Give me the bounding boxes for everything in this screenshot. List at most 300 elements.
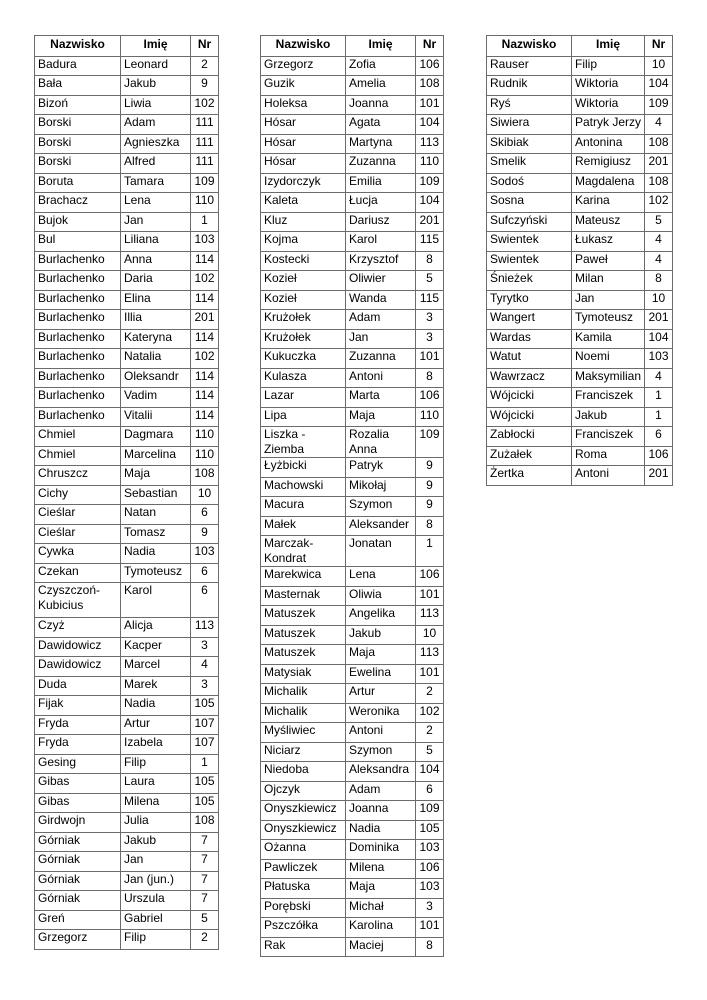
surname-cell: Brachacz [35, 193, 121, 213]
table-row [261, 76, 444, 96]
header-nr: Nr [416, 36, 444, 57]
table-row [35, 813, 219, 833]
table-row [35, 505, 219, 525]
surname-cell: Sosna [487, 193, 572, 213]
first-name-cell: Daria [121, 271, 191, 291]
surname-cell: Smelik [487, 154, 572, 174]
table-row [487, 329, 673, 349]
surname-cell: Matuszek [261, 625, 346, 645]
first-name-cell: Paweł [572, 251, 645, 271]
surname-cell: Cieślar [35, 524, 121, 544]
table-row [261, 918, 444, 938]
nr-cell: 1 [645, 388, 673, 408]
surname-cell: Tyrytko [487, 290, 572, 310]
nr-cell: 111 [191, 115, 219, 135]
table-row [261, 879, 444, 899]
table-row [487, 466, 673, 486]
table-row [261, 95, 444, 115]
table-row [35, 583, 219, 618]
surname-cell: Marczak-Kondrat [261, 536, 346, 567]
nr-cell: 103 [191, 232, 219, 252]
nr-cell: 102 [416, 703, 444, 723]
surname-cell: Macura [261, 497, 346, 517]
nr-cell: 6 [191, 505, 219, 525]
table-row [487, 271, 673, 291]
nr-cell: 110 [416, 407, 444, 427]
surname-cell: Guzik [261, 76, 346, 96]
surname-cell: Fryda [35, 715, 121, 735]
table-row [487, 407, 673, 427]
table-row [35, 485, 219, 505]
nr-cell: 114 [191, 290, 219, 310]
surname-cell: Grzegorz [261, 56, 346, 76]
nr-cell: 108 [645, 173, 673, 193]
table-row [35, 427, 219, 447]
first-name-cell: Jan [121, 212, 191, 232]
table-row [261, 56, 444, 76]
first-name-cell: Jan [346, 329, 416, 349]
table-row [261, 173, 444, 193]
table-row [261, 310, 444, 330]
table-row [261, 497, 444, 517]
nr-cell: 6 [191, 563, 219, 583]
nr-cell: 5 [645, 212, 673, 232]
first-name-cell: Lena [346, 567, 416, 587]
first-name-cell: Antoni [346, 723, 416, 743]
roster-table-1 [34, 35, 219, 950]
header-row [487, 36, 673, 57]
table-row [35, 637, 219, 657]
table-row [35, 852, 219, 872]
table-row [35, 368, 219, 388]
nr-cell: 7 [191, 891, 219, 911]
first-name-cell: Mikołaj [346, 477, 416, 497]
nr-cell: 8 [416, 516, 444, 536]
roster-table-2 [260, 35, 444, 957]
surname-cell: Dawidowicz [35, 657, 121, 677]
surname-cell: Gibas [35, 793, 121, 813]
first-name-cell: Wanda [346, 290, 416, 310]
nr-cell: 2 [416, 723, 444, 743]
first-name-cell: Oleksandr [121, 368, 191, 388]
surname-cell: Sodoś [487, 173, 572, 193]
nr-cell: 9 [416, 458, 444, 478]
surname-cell: Greń [35, 910, 121, 930]
first-name-cell: Adam [121, 115, 191, 135]
nr-cell: 108 [191, 813, 219, 833]
header-surname: Nazwisko [35, 36, 121, 57]
first-name-cell: Jan [121, 852, 191, 872]
nr-cell: 103 [645, 349, 673, 369]
first-name-cell: Dariusz [346, 212, 416, 232]
table-row [35, 735, 219, 755]
table-row [487, 232, 673, 252]
nr-cell: 113 [416, 645, 444, 665]
first-name-cell: Patryk [346, 458, 416, 478]
first-name-cell: Jakub [121, 832, 191, 852]
table-row [487, 56, 673, 76]
roster-table-3 [486, 35, 673, 486]
table-row [35, 329, 219, 349]
first-name-cell: Jan (jun.) [121, 871, 191, 891]
table-row [261, 645, 444, 665]
table-row [35, 676, 219, 696]
surname-cell: Fryda [35, 735, 121, 755]
surname-cell: Fijak [35, 696, 121, 716]
nr-cell: 104 [416, 115, 444, 135]
nr-cell: 1 [416, 536, 444, 567]
nr-cell: 8 [645, 271, 673, 291]
surname-cell: Niciarz [261, 742, 346, 762]
table-row [35, 524, 219, 544]
first-name-cell: Antoni [346, 368, 416, 388]
first-name-cell: Szymon [346, 497, 416, 517]
table-row [35, 657, 219, 677]
surname-cell: Izydorczyk [261, 173, 346, 193]
first-name-cell: Artur [121, 715, 191, 735]
nr-cell: 106 [645, 446, 673, 466]
first-name-cell: Milan [572, 271, 645, 291]
surname-cell: Hósar [261, 154, 346, 174]
first-name-cell: Jakub [121, 76, 191, 96]
nr-cell: 114 [191, 388, 219, 408]
table-row [261, 859, 444, 879]
nr-cell: 8 [416, 937, 444, 957]
surname-cell: Burlachenko [35, 271, 121, 291]
surname-cell: Rudnik [487, 76, 572, 96]
nr-cell: 113 [191, 618, 219, 638]
first-name-cell: Izabela [121, 735, 191, 755]
first-name-cell: Emilia [346, 173, 416, 193]
nr-cell: 101 [416, 918, 444, 938]
surname-cell: Burlachenko [35, 310, 121, 330]
surname-cell: Niedoba [261, 762, 346, 782]
surname-cell: Chmiel [35, 427, 121, 447]
surname-cell: Czekan [35, 563, 121, 583]
nr-cell: 105 [416, 820, 444, 840]
table-row [35, 388, 219, 408]
surname-cell: Cywka [35, 544, 121, 564]
table-row [261, 567, 444, 587]
table-row [35, 407, 219, 427]
first-name-cell: Maja [346, 645, 416, 665]
first-name-cell: Patryk Jerzy [572, 115, 645, 135]
first-name-cell: Aleksander [346, 516, 416, 536]
surname-cell: Burlachenko [35, 349, 121, 369]
table-row [487, 251, 673, 271]
surname-cell: Machowski [261, 477, 346, 497]
table-row [261, 271, 444, 291]
table-row [35, 930, 219, 950]
first-name-cell: Agnieszka [121, 134, 191, 154]
surname-cell: Skibiak [487, 134, 572, 154]
surname-cell: Burlachenko [35, 368, 121, 388]
first-name-cell: Karol [121, 583, 191, 618]
nr-cell: 110 [416, 154, 444, 174]
table-row [35, 891, 219, 911]
nr-cell: 105 [191, 696, 219, 716]
table-row [261, 115, 444, 135]
first-name-cell: Anna [121, 251, 191, 271]
first-name-cell: Agata [346, 115, 416, 135]
first-name-cell: Maja [346, 407, 416, 427]
table-row [261, 606, 444, 626]
nr-cell: 103 [191, 544, 219, 564]
header-nr: Nr [645, 36, 673, 57]
surname-cell: Onyszkiewicz [261, 801, 346, 821]
surname-cell: Ojczyk [261, 781, 346, 801]
first-name-cell: Nadia [121, 696, 191, 716]
nr-cell: 3 [416, 898, 444, 918]
nr-cell: 102 [191, 271, 219, 291]
surname-cell: Rak [261, 937, 346, 957]
nr-cell: 109 [416, 801, 444, 821]
nr-cell: 1 [191, 754, 219, 774]
nr-cell: 10 [645, 56, 673, 76]
surname-cell: Gesing [35, 754, 121, 774]
surname-cell: Małek [261, 516, 346, 536]
surname-cell: Wawrzacz [487, 368, 572, 388]
nr-cell: 113 [416, 134, 444, 154]
header-first-name: Imię [121, 36, 191, 57]
table-row [35, 95, 219, 115]
surname-cell: Burlachenko [35, 407, 121, 427]
surname-cell: Onyszkiewicz [261, 820, 346, 840]
first-name-cell: Maja [121, 466, 191, 486]
first-name-cell: Roma [572, 446, 645, 466]
table-row [261, 586, 444, 606]
table-row [487, 368, 673, 388]
header-first-name: Imię [346, 36, 416, 57]
surname-cell: Burlachenko [35, 388, 121, 408]
first-name-cell: Illia [121, 310, 191, 330]
surname-cell: Kaleta [261, 193, 346, 213]
nr-cell: 4 [645, 232, 673, 252]
surname-cell: Górniak [35, 852, 121, 872]
nr-cell: 7 [191, 832, 219, 852]
table-row [35, 466, 219, 486]
table-row [35, 115, 219, 135]
header-surname: Nazwisko [261, 36, 346, 57]
nr-cell: 3 [416, 310, 444, 330]
first-name-cell: Maja [346, 879, 416, 899]
surname-cell: Czyż [35, 618, 121, 638]
table-row [487, 388, 673, 408]
first-name-cell: Natan [121, 505, 191, 525]
surname-cell: Pawliczek [261, 859, 346, 879]
surname-cell: Górniak [35, 832, 121, 852]
surname-cell: Żertka [487, 466, 572, 486]
nr-cell: 114 [191, 329, 219, 349]
nr-cell: 4 [645, 251, 673, 271]
nr-cell: 104 [416, 762, 444, 782]
nr-cell: 1 [191, 212, 219, 232]
table-row [35, 290, 219, 310]
first-name-cell: Maksymilian [572, 368, 645, 388]
table-row [35, 754, 219, 774]
table-row [487, 349, 673, 369]
table-row [35, 212, 219, 232]
surname-cell: Rauser [487, 56, 572, 76]
surname-cell: Sufczyński [487, 212, 572, 232]
table-row [487, 446, 673, 466]
first-name-cell: Remigiusz [572, 154, 645, 174]
first-name-cell: Tomasz [121, 524, 191, 544]
first-name-cell: Aleksandra [346, 762, 416, 782]
table-row [261, 536, 444, 567]
nr-cell: 105 [191, 793, 219, 813]
nr-cell: 104 [416, 193, 444, 213]
first-name-cell: Marcelina [121, 446, 191, 466]
table-row [487, 193, 673, 213]
first-name-cell: Elina [121, 290, 191, 310]
first-name-cell: Ewelina [346, 664, 416, 684]
first-name-cell: Angelika [346, 606, 416, 626]
first-name-cell: Antoni [572, 466, 645, 486]
surname-cell: Lipa [261, 407, 346, 427]
first-name-cell: Tymoteusz [572, 310, 645, 330]
nr-cell: 2 [416, 684, 444, 704]
first-name-cell: Antonina [572, 134, 645, 154]
first-name-cell: Wiktoria [572, 76, 645, 96]
table-row [35, 232, 219, 252]
table-row [487, 212, 673, 232]
header-row [261, 36, 444, 57]
first-name-cell: Krzysztof [346, 251, 416, 271]
table-row [487, 154, 673, 174]
surname-cell: Gibas [35, 774, 121, 794]
nr-cell: 106 [416, 567, 444, 587]
first-name-cell: Wiktoria [572, 95, 645, 115]
surname-cell: Cieślar [35, 505, 121, 525]
table-row [261, 232, 444, 252]
first-name-cell: Noemi [572, 349, 645, 369]
table-row [261, 154, 444, 174]
first-name-cell: Liliana [121, 232, 191, 252]
nr-cell: 113 [416, 606, 444, 626]
surname-cell: Borski [35, 154, 121, 174]
table-row [261, 290, 444, 310]
table-row [261, 193, 444, 213]
first-name-cell: Milena [346, 859, 416, 879]
table-row [487, 427, 673, 447]
nr-cell: 110 [191, 193, 219, 213]
surname-cell: Porębski [261, 898, 346, 918]
nr-cell: 7 [191, 871, 219, 891]
nr-cell: 9 [191, 524, 219, 544]
surname-cell: Górniak [35, 871, 121, 891]
nr-cell: 108 [645, 134, 673, 154]
first-name-cell: Adam [346, 781, 416, 801]
table-row [261, 368, 444, 388]
nr-cell: 111 [191, 154, 219, 174]
table-row [35, 154, 219, 174]
surname-cell: Krużołek [261, 329, 346, 349]
nr-cell: 103 [416, 879, 444, 899]
table-row [261, 212, 444, 232]
first-name-cell: Karina [572, 193, 645, 213]
first-name-cell: Joanna [346, 95, 416, 115]
table-row [35, 271, 219, 291]
nr-cell: 8 [416, 368, 444, 388]
nr-cell: 101 [416, 95, 444, 115]
nr-cell: 106 [416, 388, 444, 408]
surname-cell: Czyszczoń-Kubicius [35, 583, 121, 618]
table-row [35, 910, 219, 930]
first-name-cell: Leonard [121, 56, 191, 76]
table-row [35, 349, 219, 369]
nr-cell: 2 [191, 930, 219, 950]
surname-cell: Wójcicki [487, 388, 572, 408]
first-name-cell: Jonatan [346, 536, 416, 567]
first-name-cell: Nadia [346, 820, 416, 840]
nr-cell: 115 [416, 290, 444, 310]
nr-cell: 106 [416, 859, 444, 879]
surname-cell: Ożanna [261, 840, 346, 860]
surname-cell: Kukuczka [261, 349, 346, 369]
surname-cell: Kozieł [261, 271, 346, 291]
nr-cell: 102 [191, 349, 219, 369]
nr-cell: 2 [191, 56, 219, 76]
surname-cell: Śnieżek [487, 271, 572, 291]
first-name-cell: Gabriel [121, 910, 191, 930]
surname-cell: Grzegorz [35, 930, 121, 950]
nr-cell: 201 [191, 310, 219, 330]
nr-cell: 101 [416, 349, 444, 369]
nr-cell: 108 [416, 76, 444, 96]
table-row [487, 134, 673, 154]
surname-cell: Kostecki [261, 251, 346, 271]
surname-cell: Krużołek [261, 310, 346, 330]
nr-cell: 101 [416, 586, 444, 606]
surname-cell: Lazar [261, 388, 346, 408]
nr-cell: 103 [416, 840, 444, 860]
nr-cell: 104 [645, 76, 673, 96]
table-row [35, 193, 219, 213]
surname-cell: Liszka - Ziemba [261, 427, 346, 458]
surname-cell: Boruta [35, 173, 121, 193]
table-row [261, 703, 444, 723]
first-name-cell: Liwia [121, 95, 191, 115]
first-name-cell: Franciszek [572, 427, 645, 447]
first-name-cell: Adam [346, 310, 416, 330]
surname-cell: Płatuska [261, 879, 346, 899]
nr-cell: 102 [645, 193, 673, 213]
first-name-cell: Marcel [121, 657, 191, 677]
surname-cell: Bizoń [35, 95, 121, 115]
table-row [261, 329, 444, 349]
nr-cell: 10 [416, 625, 444, 645]
surname-cell: Masternak [261, 586, 346, 606]
surname-cell: Badura [35, 56, 121, 76]
nr-cell: 109 [416, 427, 444, 458]
nr-cell: 3 [191, 637, 219, 657]
table-row [261, 388, 444, 408]
header-nr: Nr [191, 36, 219, 57]
surname-cell: Matysiak [261, 664, 346, 684]
nr-cell: 6 [645, 427, 673, 447]
surname-cell: Pszczółka [261, 918, 346, 938]
nr-cell: 3 [191, 676, 219, 696]
table-row [35, 446, 219, 466]
table-row [261, 427, 444, 458]
table-row [261, 840, 444, 860]
table-row [35, 544, 219, 564]
table-row [35, 793, 219, 813]
surname-cell: Burlachenko [35, 251, 121, 271]
surname-cell: Zużałek [487, 446, 572, 466]
nr-cell: 111 [191, 134, 219, 154]
